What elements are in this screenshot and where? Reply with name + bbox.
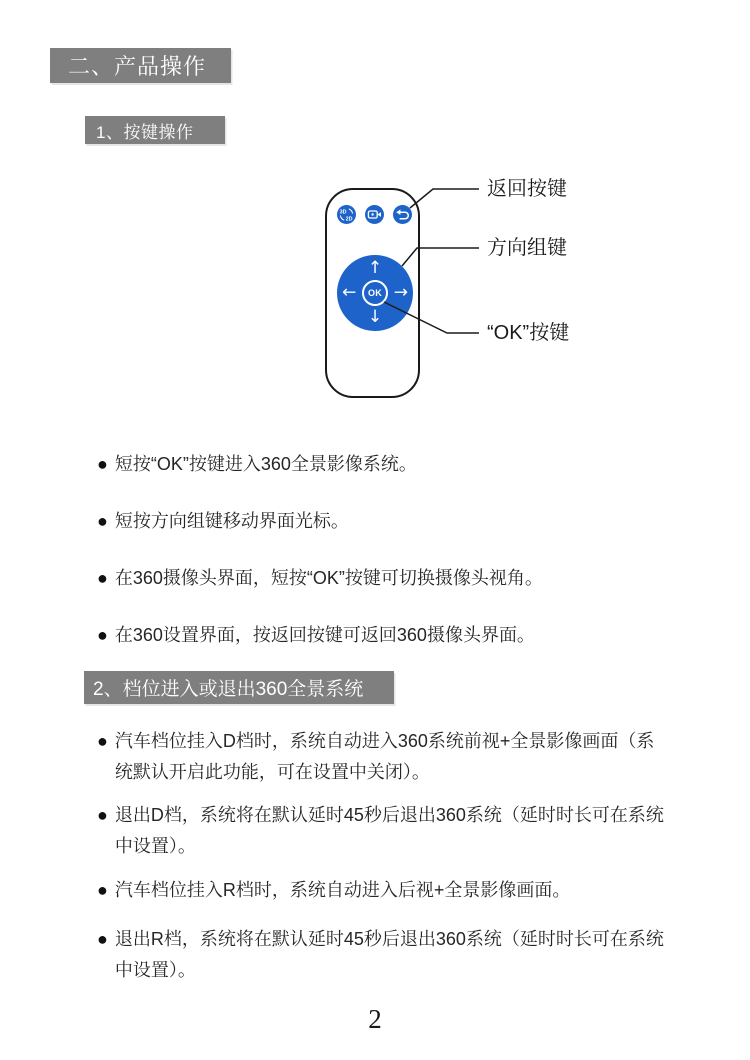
- list-item-line: 汽车档位挂入D档时，系统自动进入360系统前视+全景影像画面（系: [114, 731, 655, 751]
- list-item: [97, 924, 664, 986]
- subsection-header-key-operation: 1、按键操作: [85, 116, 225, 144]
- arrow-down-icon: ↓: [367, 307, 383, 327]
- bullet-icon: ●: [97, 731, 108, 751]
- list-item-line: 汽车档位挂入R档时，系统自动进入后视+全景影像画面。: [114, 880, 571, 900]
- 3d-2d-toggle-button: [337, 205, 356, 224]
- list-item-line: 统默认开启此功能，可在设置中关闭）。: [114, 762, 430, 782]
- page-number: 2: [368, 1004, 382, 1034]
- 2d-label: 2D: [345, 216, 353, 223]
- video-camera-icon: [365, 205, 384, 224]
- return-button: [393, 205, 412, 224]
- bullet-icon: ●: [97, 454, 108, 474]
- arrow-left-icon: ←: [342, 282, 357, 303]
- bullet-icon: ●: [97, 929, 108, 949]
- list-item: [97, 506, 349, 537]
- callout-label-direction: 方向组键: [487, 237, 567, 259]
- list-item-text: 在360设置界面，按返回按键可返回360摄像头界面。: [114, 625, 535, 645]
- list-item-text: 在360摄像头界面，短按“OK”按键可切换摄像头视角。: [114, 568, 543, 588]
- bullet-icon: ●: [97, 805, 108, 825]
- list-item-text: [115, 800, 664, 862]
- arrow-right-icon: →: [393, 282, 408, 303]
- bullet-icon: ●: [97, 880, 108, 900]
- list-item: [97, 726, 654, 788]
- list-item: [97, 620, 535, 651]
- bullet-icon: ●: [97, 511, 108, 531]
- bullet-icon: ●: [97, 568, 108, 588]
- subsection-header-gear-360: 2、档位进入或退出360全景系统: [84, 671, 394, 704]
- list-item-line: 退出D档，系统将在默认延时45秒后退出360系统（延时时长可在系统: [114, 805, 664, 825]
- list-item-text: [115, 726, 655, 788]
- callout-label-ok: “OK”按键: [487, 322, 570, 344]
- main-section-header: 二、产品操作: [50, 48, 231, 83]
- list-item-line: 中设置）。: [114, 960, 196, 980]
- 3d-2d-toggle-icon: [337, 205, 356, 224]
- list-item: [97, 800, 664, 862]
- 3d-label: 3D: [339, 209, 347, 216]
- list-item-text: 短按“OK”按键进入360全景影像系统。: [114, 454, 417, 474]
- list-item-text: 短按方向组键移动界面光标。: [114, 511, 349, 531]
- ok-button: OK: [362, 280, 388, 306]
- list-item-line: 中设置）。: [114, 836, 196, 856]
- callout-label-return: 返回按键: [487, 178, 567, 200]
- list-item-line: 退出R档，系统将在默认延时45秒后退出360系统（延时时长可在系统: [114, 929, 664, 949]
- return-arrow-icon: [393, 205, 412, 224]
- list-item-text: [115, 875, 571, 906]
- list-item: [97, 563, 543, 594]
- list-item: [97, 875, 570, 906]
- video-record-button: [365, 205, 384, 224]
- list-item-text: [115, 924, 664, 986]
- bullet-icon: ●: [97, 625, 108, 645]
- list-item: [97, 449, 417, 480]
- arrow-up-icon: ↑: [367, 258, 383, 278]
